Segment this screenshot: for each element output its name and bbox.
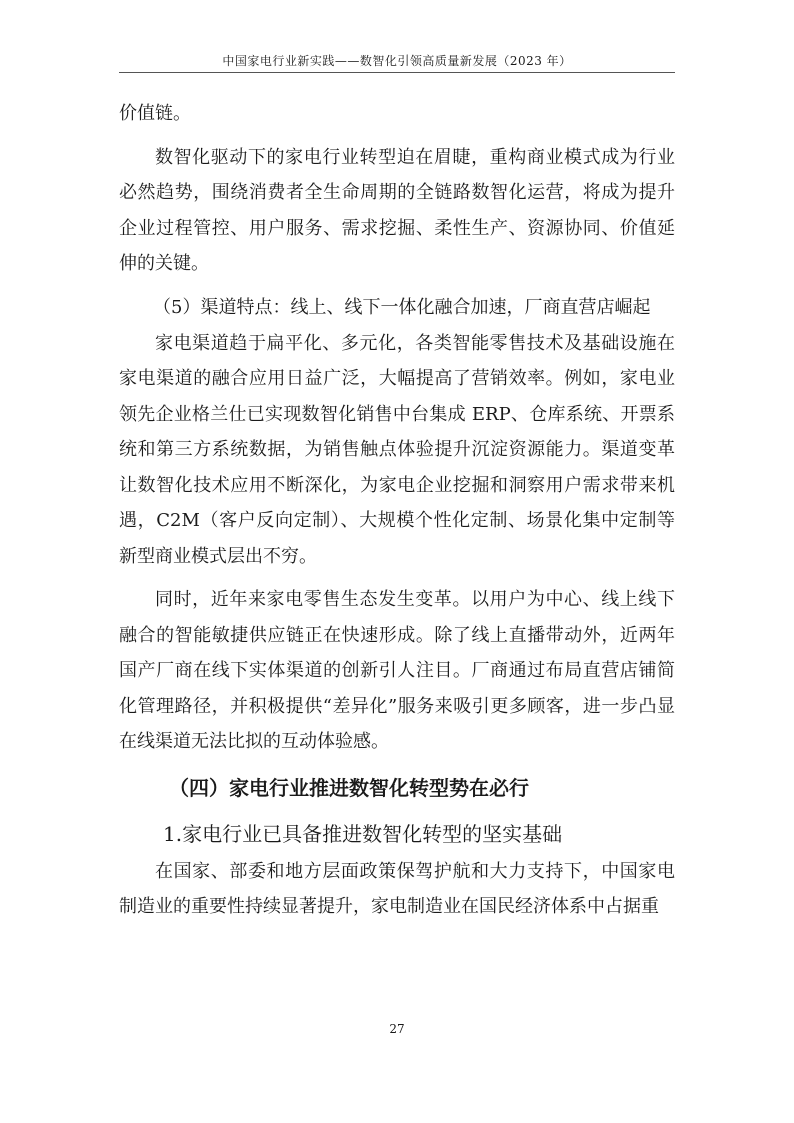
paragraph: 在国家、部委和地方层面政策保驾护航和大力支持下，中国家电制造业的重要性持续显著提升，家电制造业在国民经济体系中占据重 [119, 860, 675, 917]
paragraph: 家电渠道趋于扁平化、多元化，各类智能零售技术及基础设施在家电渠道的融合应用日益广泛，大幅提高了营销效率。例如，家电业领先企业格兰仕已实现数智化销售中台集成 ERP、仓库系统、开票系统和第三方系统数据，为销售触点体验提升沉淀资源能力。渠道变革让数智化技术应用不断深化，为家电企业挖掘和洞察用户需求带来机遇，C2M（客户反向定制）、大规模个性化定制、场景化集中定制等新型商业模式层出不穷。 [119, 332, 675, 567]
subsection-heading: （5）渠道特点：线上、线下一体化融合加速，厂商直营店崛起 [153, 296, 651, 318]
paragraph-continuation: 价值链。 [119, 103, 191, 124]
paragraph: 数智化驱动下的家电行业转型迫在眉睫，重构商业模式成为行业必然趋势，围绕消费者全生命周期的全链路数智化运营，将成为提升企业过程管控、用户服务、需求挖掘、柔性生产、资源协同、价值延伸的关键。 [119, 146, 675, 274]
numbered-heading: 1.家电行业已具备推进数智化转型的坚实基础 [163, 821, 563, 846]
section-heading: （四）家电行业推进数智化转型势在必行 [169, 775, 529, 800]
page-body [119, 96, 675, 925]
page-number: 27 [389, 1022, 405, 1036]
paragraph: 同时，近年来家电零售生态发生变革。以用户为中心、线上线下融合的智能敏捷供应链正在快速形成。除了线上直播带动外，近两年国产厂商在线下实体渠道的创新引人注目。厂商通过布局直营店铺简化管理路径，并积极提供“差异化”服务来吸引更多顾客，进一步凸显在线渠道无法比拟的互动体验感。 [119, 589, 675, 752]
header-divider [119, 72, 675, 73]
running-header: 中国家电行业新实践——数智化引领高质量新发展（2023 年） [222, 54, 572, 68]
